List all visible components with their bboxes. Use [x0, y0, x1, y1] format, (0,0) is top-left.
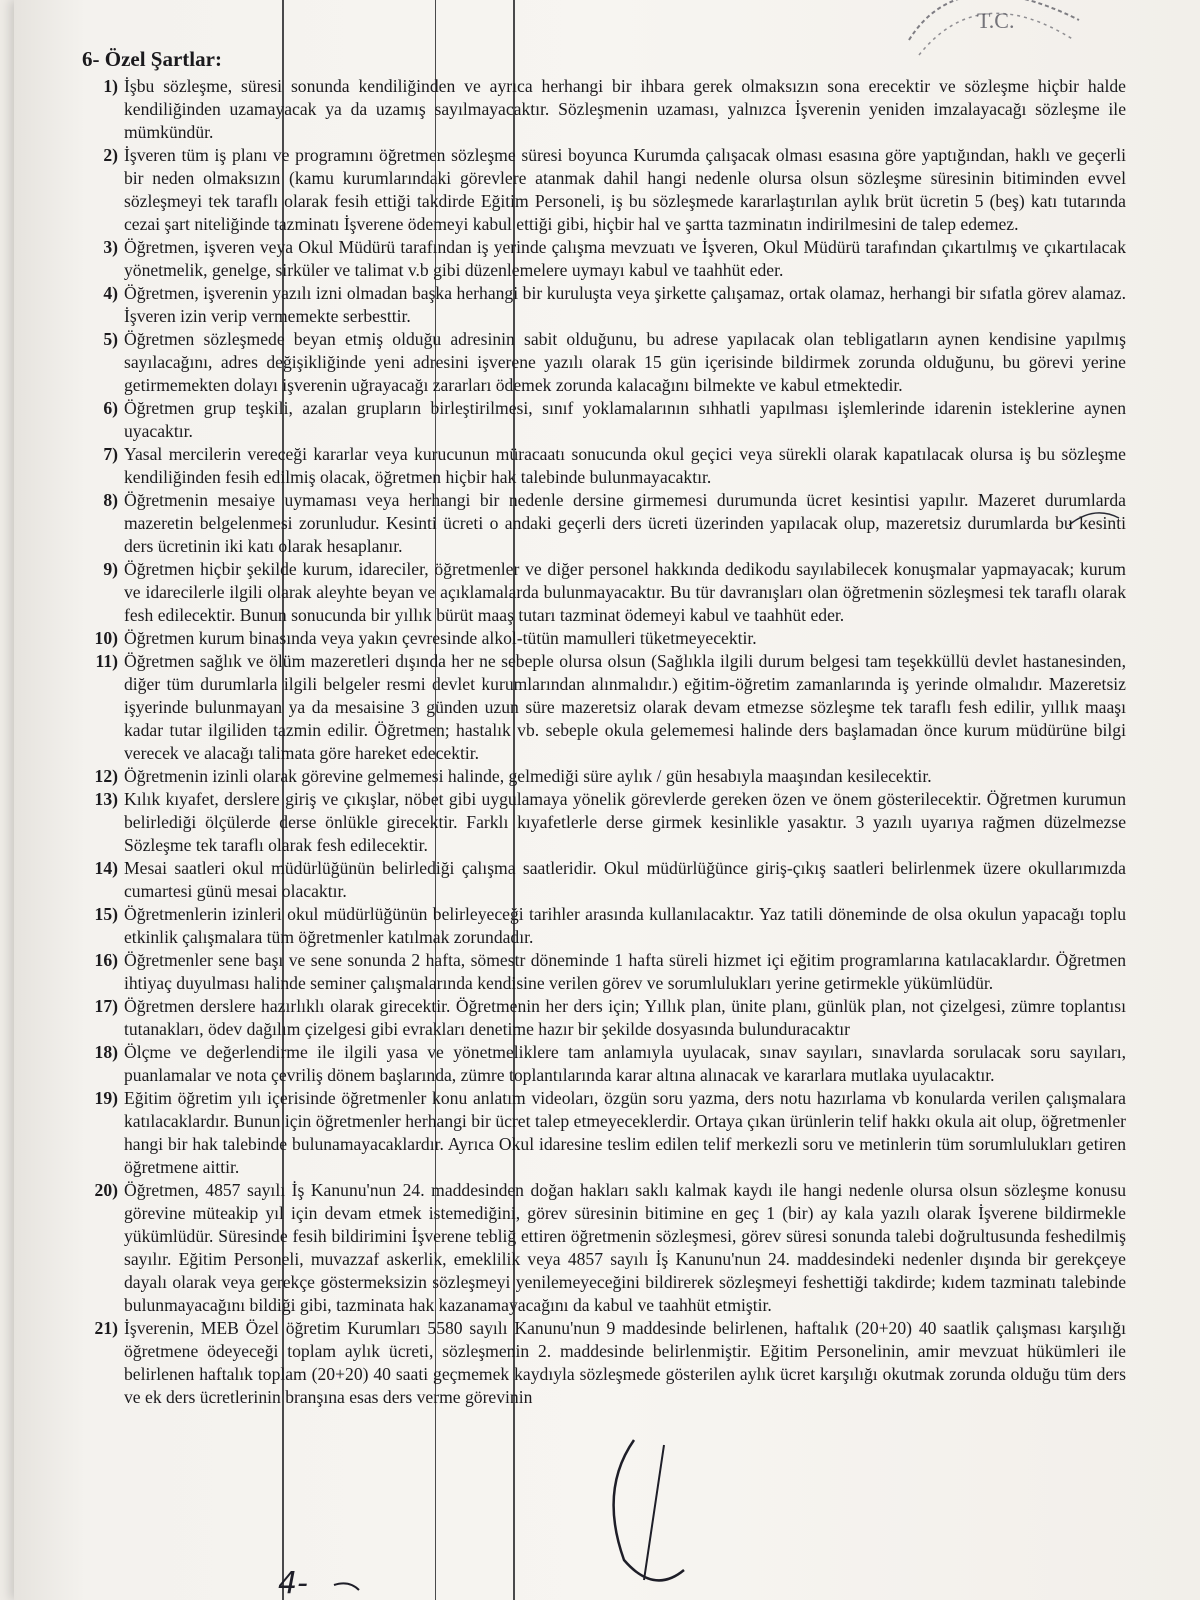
clause-number: 20) [94, 1180, 118, 1200]
clause-item [76, 558, 1126, 627]
handwritten-note-text: 4- [278, 1566, 308, 1600]
clause-text: Kılık kıyafet, derslere giriş ve çıkışlar, nöbet gibi uygulamaya yönelik görevlerde gereken özen ve önem gösterilecektir. Öğretmen kurumun belirlediği ölçülerde derse önlükle girecektir. Farklı kıyafetlerle derse girmek kesinlikle yasaktır. 3 yazılı uyarıya rağmen düzelmezse Sözleşme tek taraflı olarak fesh edilecektir. [124, 789, 1126, 855]
clause-item [76, 949, 1126, 995]
clause-item [76, 765, 1126, 788]
clause-item [76, 328, 1126, 397]
clause-item [76, 236, 1126, 282]
clause-text: Mesai saatleri okul müdürlüğünün belirlediği çalışma saatleridir. Okul müdürlüğünce giriş-çıkış saatleri belirlenmek üzere okullarımızda cumartesi günü mesai olacaktır. [124, 858, 1126, 901]
stamp-text: T.C. [977, 8, 1015, 33]
clause-item [76, 144, 1126, 236]
clause-text: Öğretmenin mesaiye uymaması veya herhangi bir nedenle dersine girmemesi durumunda ücret kesintisi yapılır. Mazeret durumlarda mazeretin belgelenmesi zorunludur. Kesinti ücreti o andaki geçerli ders ücreti üzerinden yapılacak olup, mazeretsiz durumlarda bu kesinti ders ücretinin iki katı olarak hesaplanır. [124, 490, 1126, 556]
section-heading: 6- Özel Şartlar: [82, 47, 222, 71]
clause-item [76, 489, 1126, 558]
clause-list [76, 75, 1126, 1409]
clause-number: 8) [103, 490, 118, 510]
clause-number: 1) [103, 76, 118, 96]
clause-number: 4) [103, 283, 118, 303]
clause-item [76, 75, 1126, 144]
clause-number: 5) [103, 329, 118, 349]
clause-item [76, 1087, 1126, 1179]
handwritten-note [274, 1555, 394, 1600]
clause-item [76, 443, 1126, 489]
clause-text: Öğretmen, işverenin yazılı izni olmadan başka herhangi bir kuruluşta veya şirkette çalışamaz, ortak olamaz, herhangi bir sıfatla görev alamaz. İşveren izin verip vermemekte serbesttir. [124, 283, 1126, 326]
handwritten-circle [594, 1430, 734, 1600]
document-body [76, 48, 1126, 1409]
clause-item [76, 397, 1126, 443]
clause-text: Öğretmen sağlık ve ölüm mazeretleri dışında her ne sebeple olursa olsun (Sağlıkla ilgili durum belgesi tam teşekküllü devlet hastanesinden, diğer tüm durumlarla ilgili belgeler resmi devlet kurumlarından alınmalıdır.) eğitim-öğretim zamanlarında iş yerinde olmalıdır. Mazeretsiz işyerinde bulunmayan ya da mesaisine 3 günden uzun süre mazeretsiz olarak devam etmezse sözleşme tek taraflı fesh edilir, yıllık maaşı kadar tutar ilgiliden tazmin edilir. Öğretmen; hastalık vb. sebeple okula gelememesi halinde ders başlamadan önce kurum müdürüne bilgi verecek ve alacağı talimata göre hareket edecektir. [124, 651, 1126, 763]
clause-text: Öğretmenin izinli olarak görevine gelmemesi halinde, gelmediği süre aylık / gün hesabıyla maaşından kesilecektir. [124, 766, 932, 786]
clause-text: Ölçme ve değerlendirme ile ilgili yasa ve yönetmeliklere tam anlamıyla uyulacak, sınav sayıları, sınavlarda sorulacak soru sayıları, puanlamalar ve nota çevriliş dönem başlarında, zümre toplantılarında karar altına alınacak ve kararlara mutlaka uyulacaktır. [124, 1042, 1126, 1085]
clause-text: Öğretmen, işveren veya Okul Müdürü tarafından iş yerinde çalışma mevzuatı ve İşveren, Okul Müdürü tarafından çıkartılmış ve çıkartılacak yönetmelik, genelge, sirküler ve talimat v.b gibi düzenlemelere uymayı kabul ve taahhüt eder. [124, 237, 1126, 280]
clause-item [76, 788, 1126, 857]
clause-number: 18) [94, 1042, 118, 1062]
clause-number: 12) [94, 766, 118, 786]
clause-number: 21) [94, 1318, 118, 1338]
clause-text: Öğretmen derslere hazırlıklı olarak girecektir. Öğretmenin her ders için; Yıllık plan, ünite planı, günlük plan, not çizelgesi, zümre toplantısı tutanakları, ödev dağılım çizelgesi gibi evrakları denetime hazır bir şekilde dosyasında bulunduracaktır [124, 996, 1126, 1039]
clause-item [76, 995, 1126, 1041]
clause-item [76, 627, 1126, 650]
clause-item [76, 1041, 1126, 1087]
clause-text: İşveren tüm iş planı ve programını öğretmen sözleşme süresi boyunca Kurumda çalışacak olması esasına göre yaptığından, haklı ve geçerli bir neden olmaksızın (kamu kurumlarındaki görevlere atanmak dahil hangi nedenle olursa olsun sözleşme süresinin bitiminden evvel sözleşmeyi tek taraflı olarak fesih ettiği takdirde Eğitim Personeli, iş bu sözleşmede kararlaştırılan aylık brüt ücretin 5 (beş) katı tutarında cezai şart niteliğinde tazminatı İşverene ödemeyi kabul ettiği gibi, hiçbir hal ve şartta tazminatın indirilmesini de talep edemez. [124, 145, 1126, 234]
clause-number: 3) [103, 237, 118, 257]
clause-text: Öğretmen, 4857 sayılı İş Kanunu'nun 24. maddesinden doğan hakları saklı kalmak kaydı ile hangi nedenle olursa olsun sözleşme konusu görevine müteakip yıl için devam etmek istemediğini, görev süresinin bitimine en geç 1 (bir) ay kala yazılı olarak İşverene bildirmekle yükümlüdür. Süresinde fesih bildirimini İşverene tebliğ ettiren öğretmenin sözleşmesi, görev süresi sonunda talebi doğrultusunda feshedilmiş sayılır. Eğitim Personeli, muvazzaf askerlik, emeklilik veya 4857 sayılı İş Kanunu'nun 24. maddesindeki nedenler dışında bir gerekçeye dayalı olarak veya gerekçe göstermeksizin sözleşmeyi yenilemeyeceğini bildirerek sözleşmeyi feshettiği takdirde; kıdem tazminatı talebinde bulunmayacağını bildiği gibi, tazminata hak kazanamayacağını da kabul ve taahhüt etmiştir. [124, 1180, 1126, 1315]
clause-item [76, 1179, 1126, 1317]
clause-text: Öğretmenlerin izinleri okul müdürlüğünün belirleyeceği tarihler arasında kullanılacaktır. Yaz tatili döneminde de olsa okulun yapacağı toplu etkinlik çalışmalara tüm öğretmenler katılmak zorundadır. [124, 904, 1126, 947]
clause-text: Öğretmen hiçbir şekilde kurum, idareciler, öğretmenler ve diğer personel hakkında dedikodu sayılabilecek konuşmalar yapmayacak; kurum ve idarecilerle ilgili olarak aleyhte beyan ve açıklamalarda bulunmayacaktır. Bu tür davranışları olan öğretmenin sözleşmesi tek taraflı olarak fesh edilecektir. Bunun sonucunda bir yıllık bürüt maaş tutarı tazminat ödemeyi kabul ve taahhüt eder. [124, 559, 1126, 625]
clause-text: İşverenin, MEB Özel öğretim Kurumları 5580 sayılı Kanunu'nun 9 maddesinde belirlenen, haftalık (20+20) 40 saatlik çalışması karşılığı öğretmene ödeyeceği toplam aylık ücreti, sözleşmenin 2. maddesinde belirlenmiştir. Eğitim Personelinin, amir mevzuat hükümleri ile belirlenen haftalık toplam (20+20) 40 saati geçmemek kaydıyla sözleşmede gösterilen aylık ücret karşılığı okutmak zorunda olduğu tüm ders ve ek ders ücretlerinin branşına esas ders verme görevinin [124, 1318, 1126, 1407]
clause-item [76, 1317, 1126, 1409]
clause-number: 15) [94, 904, 118, 924]
clause-text: Öğretmen kurum binasında veya yakın çevresinde alkol-tütün mamulleri tüketmeyecektir. [124, 628, 757, 648]
clause-text: Yasal mercilerin vereceği kararlar veya kurucunun müracaatı sonucunda okul geçici veya sürekli olarak kapatılacak olursa iş bu sözleşme kendiliğinden fesih edilmiş olacak, öğretmen hiçbir hak talebinde bulunmayacaktır. [124, 444, 1126, 487]
clause-number: 2) [103, 145, 118, 165]
clause-item [76, 857, 1126, 903]
clause-number: 16) [94, 950, 118, 970]
clause-number: 10) [94, 628, 118, 648]
clause-text: Öğretmenler sene başı ve sene sonunda 2 hafta, sömestr döneminde 1 hafta süreli hizmet içi eğitim programlarına katılacaklardır. Öğretmen ihtiyaç duyulması halinde seminer çalışmalarında kendisine verilen görev ve sorumlulukları yerine getirmekle yükümlüdür. [124, 950, 1126, 993]
clause-item [76, 282, 1126, 328]
clause-number: 13) [94, 789, 118, 809]
clause-number: 11) [95, 651, 118, 671]
clause-item [76, 903, 1126, 949]
clause-text: Öğretmen grup teşkili, azalan grupların birleştirilmesi, sınıf yoklamalarının sıhhatli yapılması işlemlerinde idarenin isteklerine aynen uyacaktır. [124, 398, 1126, 441]
clause-number: 9) [103, 559, 118, 579]
document-page [14, 0, 1200, 1600]
clause-text: Öğretmen sözleşmede beyan etmiş olduğu adresinin sabit olduğunu, bu adrese yapılacak olan tebligatların aynen kendisine yapılmış sayılacağını, adres değişikliğinde yeni adresini işverene yazılı olarak 15 gün içerisinde bildirmek zorunda olduğunu, bu görevi yerine getirmemekten dolayı işverenin uğrayacağı zararları ödemek zorunda kalacağını bilmekte ve kabul etmektedir. [124, 329, 1126, 395]
clause-number: 7) [103, 444, 118, 464]
clause-number: 14) [94, 858, 118, 878]
clause-item [76, 650, 1126, 765]
clause-text: Eğitim öğretim yılı içerisinde öğretmenler konu anlatım videoları, özgün soru yazma, ders notu hazırlama vb konularda verilen çalışmalara katılacaklardır. Bunun için öğretmenler herhangi bir ücret talep etmeyeceklerdir. Ortaya çıkan ürünlerin telif hakkı okula ait olup, öğretmenler hangi bir hak talebinde bulunamayacaklardır. Ayrıca Okul idaresine teslim edilen telif merkezli soru ve metinlerin tüm sorumlulukları getiren öğretmene aittir. [124, 1088, 1126, 1177]
clause-number: 19) [94, 1088, 118, 1108]
clause-number: 6) [103, 398, 118, 418]
clause-number: 17) [94, 996, 118, 1016]
clause-text: İşbu sözleşme, süresi sonunda kendiliğinden ve ayrıca herhangi bir ihbara gerek olmaksızın sona erecektir ve sözleşme hiçbir halde kendiliğinden uzamayacak ya da uzamış sayılmayacaktır. Sözleşmenin uzaması, yalnızca İşverenin yeniden imzalayacağı sözleşme ile mümkündür. [124, 76, 1126, 142]
